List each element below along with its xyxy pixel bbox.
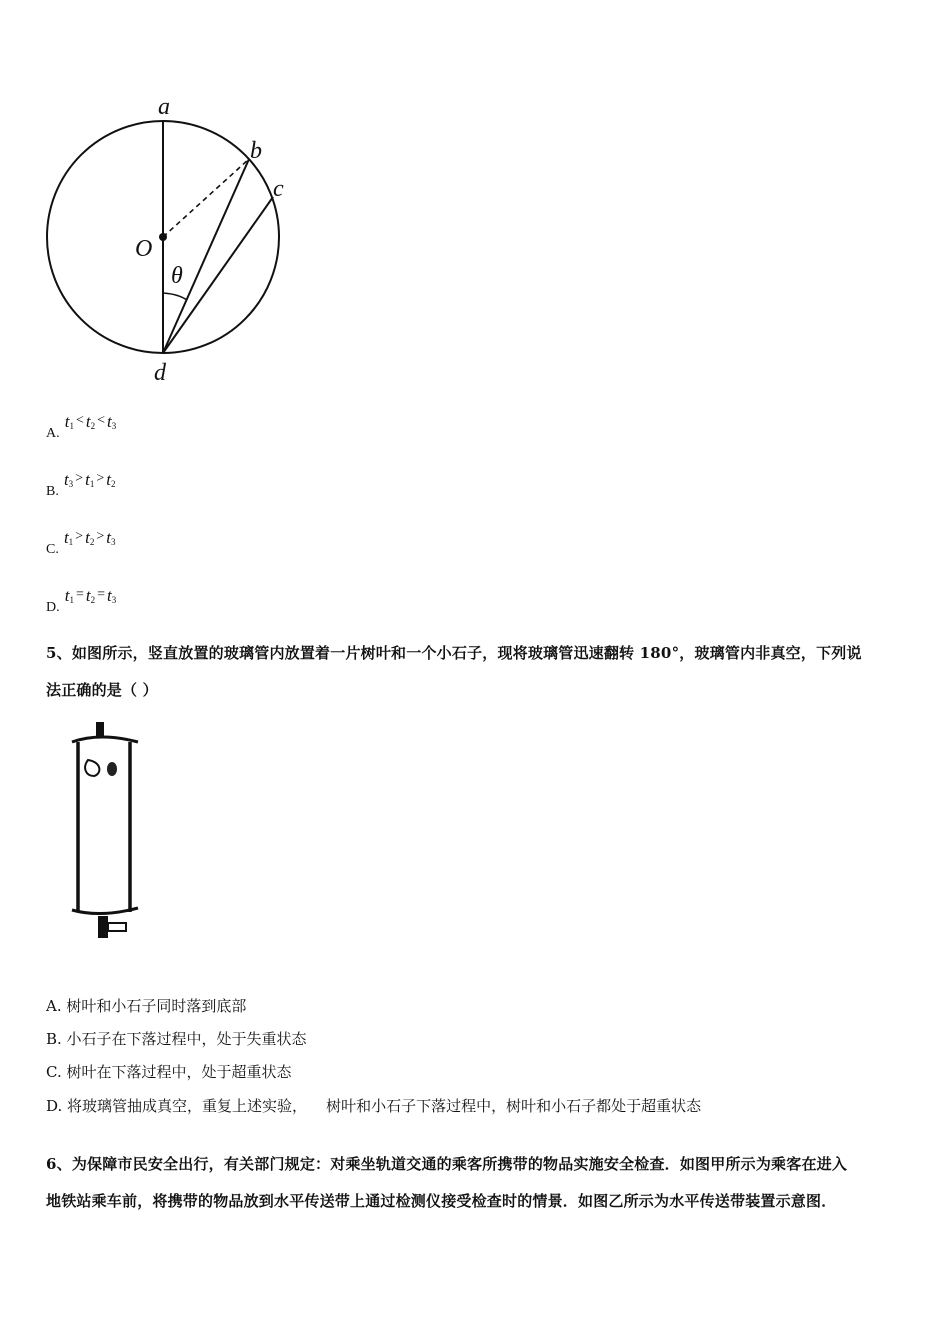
q5-option-b[interactable]: B. 小石子在下落过程中，处于失重状态	[46, 1030, 307, 1048]
tube-bottom-rim	[72, 908, 138, 914]
bottom-valve	[108, 923, 126, 931]
option-c-formula: $t_1 > t_2 > t_3$	[63, 528, 116, 547]
option-a-formula: $t_1 < t_2 < t_3$	[64, 412, 117, 431]
q5-option-c[interactable]: C. 树叶在下落过程中，处于超重状态	[46, 1063, 292, 1081]
top-stopper	[96, 722, 104, 736]
q5-stem-line1: 5、如图所示，竖直放置的玻璃管内放置着一片树叶和一个小石子，现将玻璃管迅速翻转 180°，玻璃管内非真空，下列说	[46, 644, 862, 662]
q4-option-a[interactable]: A. $t_1 < t_2 < t_3$	[46, 412, 117, 441]
pebble-shape	[107, 762, 117, 776]
q5-option-a[interactable]: A. 树叶和小石子同时落到底部	[46, 997, 247, 1015]
radius-ob-dashed	[163, 159, 249, 237]
q5-stem-line2: 法正确的是（ ）	[46, 681, 158, 699]
option-b-formula: $t_3 > t_1 > t_2$	[63, 470, 116, 489]
glass-tube-figure	[66, 720, 146, 944]
angle-arc	[163, 293, 187, 300]
q4-option-d[interactable]: D. $t_1 = t_2 = t_3$	[46, 586, 117, 615]
q6-stem-line2: 地铁站乘车前，将携带的物品放到水平传送带上通过检测仪接受检查时的情景．如图乙所示为水平传送带装置示意图．	[46, 1192, 837, 1210]
q5-option-d[interactable]: D. 将玻璃管抽成真空，重复上述实验， 树叶和小石子下落过程中，树叶和小石子都处于超重状态	[46, 1097, 702, 1115]
label-c: c	[273, 176, 284, 202]
option-d-formula: $t_1 = t_2 = t_3$	[64, 586, 117, 605]
label-d: d	[154, 360, 166, 386]
center-point	[159, 233, 167, 241]
q4-option-c[interactable]: C. $t_1 > t_2 > t_3$	[46, 528, 116, 557]
label-a: a	[158, 94, 170, 120]
label-b: b	[250, 138, 262, 164]
tube-top-rim	[72, 737, 138, 742]
label-theta: θ	[171, 263, 183, 289]
q4-option-b[interactable]: B. $t_3 > t_1 > t_2$	[46, 470, 116, 499]
label-o: O	[135, 236, 153, 262]
bottom-stopper	[98, 916, 108, 938]
chord-db	[163, 159, 249, 353]
q6-stem-line1: 6、为保障市民安全出行，有关部门规定：对乘坐轨道交通的乘客所携带的物品实施安全检查．如图甲所示为乘客在进入	[46, 1155, 848, 1173]
leaf-shape	[85, 760, 99, 776]
circle-chord-figure	[30, 88, 310, 388]
